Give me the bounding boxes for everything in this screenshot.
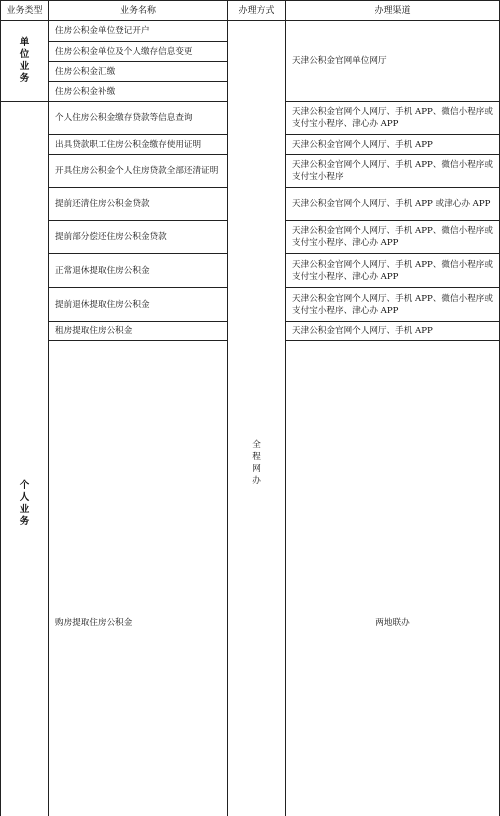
header-handling-mode: 办理方式 — [228, 1, 286, 21]
personal-business-type-cell — [1, 102, 49, 816]
header-business-type: 业务类型 — [1, 1, 49, 21]
unit-channel-cell: 天津公积金官网单位网厅 — [286, 21, 500, 102]
business-name-cell: 正常退休提取住房公积金 — [49, 254, 228, 288]
business-name-cell: 住房公积金汇缴 — [49, 62, 228, 82]
table-row — [1, 21, 500, 42]
header-business-name: 业务名称 — [49, 1, 228, 21]
header-handling-channel: 办理渠道 — [286, 1, 500, 21]
business-name-cell: 提前部分偿还住房公积金贷款 — [49, 221, 228, 254]
channel-cell: 天津公积金官网个人网厅、手机 APP、微信小程序或支付宝小程序、津心办 APP — [286, 288, 500, 322]
mode-online-label: 全程网办 — [251, 439, 262, 487]
business-name-cell: 提前还清住房公积金贷款 — [49, 188, 228, 221]
header-row — [1, 1, 500, 21]
channel-cell: 天津公积金官网个人网厅、手机 APP、微信小程序或支付宝小程序、津心办 APP — [286, 221, 500, 254]
business-name-cell: 个人住房公积金缴存贷款等信息查询 — [49, 102, 228, 135]
handling-mode-combined-cell: 两地联办 — [286, 341, 500, 816]
business-name-cell: 购房提取住房公积金 — [49, 341, 228, 816]
channel-cell: 天津公积金官网个人网厅、手机 APP、微信小程序或支付宝小程序、津心办 APP — [286, 254, 500, 288]
channel-cell: 天津公积金官网个人网厅、手机 APP — [286, 322, 500, 341]
channel-cell: 天津公积金官网个人网厅、手机 APP、微信小程序或支付宝小程序 — [286, 155, 500, 188]
business-name-cell: 租房提取住房公积金 — [49, 322, 228, 341]
business-name-cell: 住房公积金单位及个人缴存信息变更 — [49, 42, 228, 62]
unit-business-label: 单位业务 — [19, 37, 31, 85]
unit-business-type-cell — [1, 21, 49, 102]
channel-cell: 天津公积金官网个人网厅、手机 APP 或津心办 APP — [286, 188, 500, 221]
business-name-cell: 住房公积金补缴 — [49, 82, 228, 102]
personal-business-label: 个人业务 — [19, 480, 31, 528]
handling-mode-online-cell — [228, 21, 286, 816]
business-name-cell: 出具贷款职工住房公积金缴存使用证明 — [49, 135, 228, 155]
channel-cell: 天津公积金官网个人网厅、手机 APP — [286, 135, 500, 155]
business-name-cell: 开具住房公积金个人住房贷款全部还清证明 — [49, 155, 228, 188]
channel-cell: 天津公积金官网个人网厅、手机 APP、微信小程序或支付宝小程序、津心办 APP — [286, 102, 500, 135]
business-name-cell: 提前退休提取住房公积金 — [49, 288, 228, 322]
business-name-cell: 住房公积金单位登记开户 — [49, 21, 228, 42]
